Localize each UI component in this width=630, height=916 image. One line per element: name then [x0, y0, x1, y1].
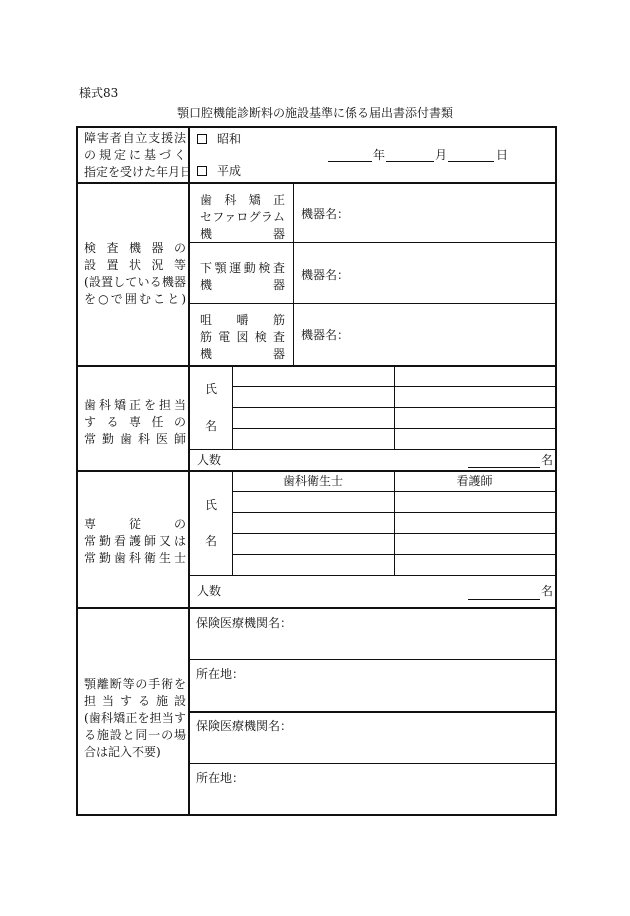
equipment-jaw-motion-line: 機器 [200, 278, 285, 292]
designation-label-line: 指定を受けた年月日 [84, 165, 193, 179]
heisei-checkbox[interactable] [197, 166, 207, 176]
staff-label-line: 専従の [84, 517, 186, 531]
name-row-line [232, 491, 555, 492]
staff-count-unit: 名 [541, 584, 554, 598]
row-divider [188, 449, 555, 450]
equipment-cephalogram-line: セファログラム [200, 210, 285, 224]
name-row-line [232, 428, 555, 429]
dentist-count-unit: 名 [541, 453, 554, 467]
facility-label-line: 顎離断等の手術を [84, 677, 186, 691]
equipment-name-label: 機器名： [301, 207, 350, 221]
dentist-label-line: 常勤歯科医師 [84, 432, 186, 446]
staff-count-label: 人数 [197, 584, 222, 598]
equipment-label-line: 検査機器の [84, 241, 186, 255]
dentist-count-field[interactable] [468, 467, 540, 468]
address-label: 所在地： [196, 771, 245, 785]
equipment-label-line: を○で囲むこと) [84, 292, 186, 306]
hygienist-column-header: 歯科衛生士 [282, 474, 343, 488]
institution-name-label: 保険医療機関名： [196, 616, 293, 630]
year-unit: 年 [373, 148, 386, 162]
designation-label-line: 障害者自立支援法 [84, 131, 186, 145]
name-char: 名 [205, 419, 218, 433]
row-divider [188, 763, 555, 764]
nurse-column-header: 看護師 [456, 474, 493, 488]
facility-label-line: (歯科矯正を担当す [84, 711, 186, 725]
facility-label-line: 担当する施設 [84, 694, 186, 708]
year-field[interactable] [328, 161, 372, 162]
equipment-jaw-motion-line: 下顎運動検査 [200, 261, 285, 275]
staff-count-field[interactable] [468, 599, 540, 600]
equipment-column-divider [293, 182, 294, 365]
dentist-label-line: 歯科矯正を担当 [84, 398, 186, 412]
showa-checkbox[interactable] [197, 134, 207, 144]
equipment-emg-line: 機器 [200, 347, 285, 361]
staff-label-line: 常勤看護師又は [84, 534, 186, 548]
day-field[interactable] [448, 161, 494, 162]
dentist-label-line: する専任の [84, 415, 186, 429]
era-option-showa[interactable]: 昭和 [197, 131, 241, 148]
facility-label-line: る施設と同一の場 [84, 728, 186, 742]
section-divider [78, 470, 555, 472]
institution-name-label: 保険医療機関名： [196, 719, 293, 733]
name-row-line [232, 533, 555, 534]
equipment-label-line: 設置状況等 [84, 258, 186, 272]
dentist-count-label: 人数 [197, 453, 222, 467]
month-unit: 月 [435, 148, 448, 162]
row-divider [188, 711, 555, 713]
month-field[interactable] [386, 161, 434, 162]
facility-label-line: 合は記入不要) [84, 745, 161, 759]
address-label: 所在地： [196, 667, 245, 681]
name-char: 氏 [205, 498, 218, 512]
name-char: 氏 [205, 382, 218, 396]
equipment-emg-line: 咀嚼筋 [200, 313, 285, 327]
day-unit: 日 [496, 148, 509, 162]
equipment-cephalogram-line: 歯科矯正 [200, 193, 285, 207]
era-option-heisei[interactable]: 平成 [197, 163, 241, 180]
name-row-line [232, 512, 555, 513]
row-divider [188, 659, 555, 660]
equipment-name-label: 機器名： [301, 328, 350, 342]
section-divider [78, 365, 555, 367]
equipment-emg-line: 筋電図検査 [200, 330, 285, 344]
form-id: 様式83 [79, 86, 119, 100]
designation-label-line: の規定に基づく [84, 148, 186, 162]
name-row-line [232, 554, 555, 555]
equipment-name-label: 機器名： [301, 268, 350, 282]
section-divider [78, 182, 555, 184]
row-divider [188, 303, 555, 304]
name-char: 名 [205, 534, 218, 548]
notification-form [76, 126, 557, 816]
name-row-line [232, 386, 555, 387]
section-divider [78, 607, 555, 609]
document-title: 顎口腔機能診断料の施設基準に係る届出書添付書類 [176, 106, 453, 120]
equipment-label-line: (設置している機器 [84, 275, 186, 289]
name-row-line [232, 407, 555, 408]
row-divider [188, 575, 555, 576]
staff-label-line: 常勤歯科衛生士 [84, 551, 186, 565]
equipment-cephalogram-line: 機器 [200, 227, 285, 241]
